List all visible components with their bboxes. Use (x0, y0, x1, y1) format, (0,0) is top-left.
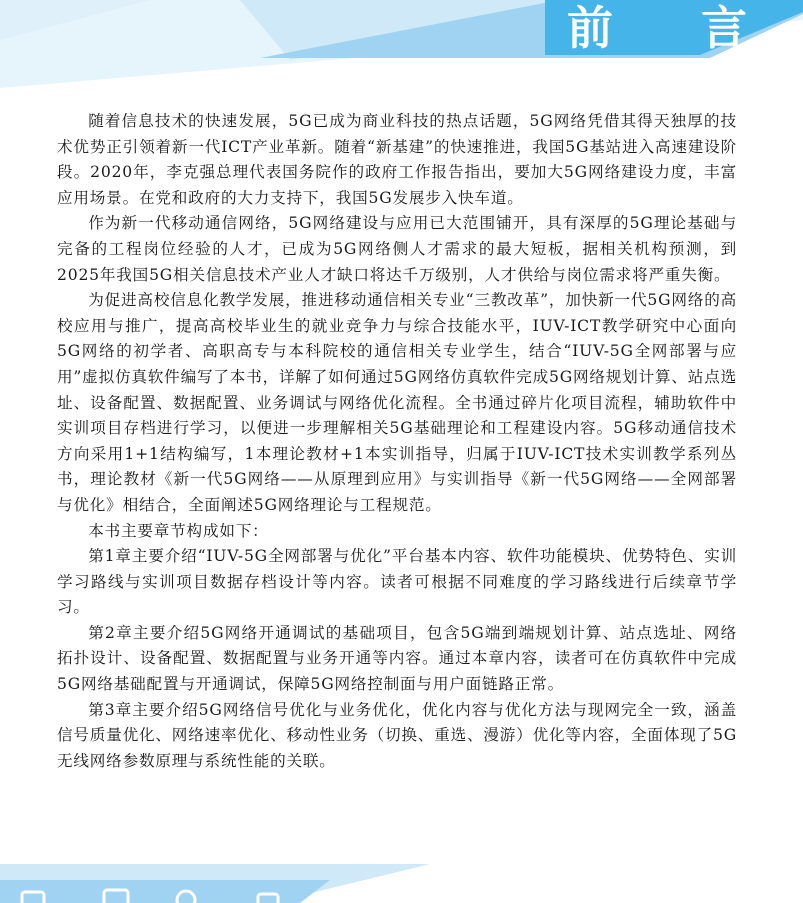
page-title: 前 言 (566, 1, 783, 55)
paragraph-chapter-1: 第1章主要介绍“IUV-5G全网部署与优化”平台基本内容、软件功能模块、优势特色、实训学习路线与实训项目数据存档设计等内容。读者可根据不同难度的学习路线进行后续章节学习。 (57, 547, 737, 617)
paragraph-intro: 随着信息技术的快速发展，5G已成为商业科技的热点话题，5G网络凭借其得天独厚的技术优势正引领着新一代ICT产业革新。随着“新基建”的快速推进，我国5G基站进入高速建设阶段。2020年，李克强总理代表国务院作的政府工作报告指出，要加大5G网络建设力度，丰富应用场景。在党和政府的大力支持下，我国5G发展步入快车道。 (57, 112, 737, 207)
paragraph-structure-intro: 本书主要章节构成如下： (88, 521, 269, 540)
paragraph-chapter-3: 第3章主要介绍5G网络信号优化与业务优化，优化内容与优化方法与现网完全一致，涵盖信号质量优化、网络速率优化、移动性业务（切换、重选、漫游）优化等内容，全面体现了5G无线网络参数原理与系统性能的关联。 (57, 700, 737, 770)
preface-body (57, 109, 737, 774)
paragraph-chapter-2: 第2章主要介绍5G网络开通调试的基础项目，包含5G端到端规划计算、站点选址、网络拓扑设计、设备配置、数据配置与业务开通等内容。通过本章内容，读者可在仿真软件中完成5G网络基础配置与开通调试，保障5G网络控制面与用户面链路正常。 (57, 623, 737, 694)
paragraph-talent-gap: 作为新一代移动通信网络，5G网络建设与应用已大范围铺开，具有深厚的5G理论基础与完备的工程岗位经验的人才，已成为5G网络侧人才需求的最大短板，据相关机构预测，到2025年我国5G相关信息技术产业人才缺口将达千万级别，人才供给与岗位需求将严重失衡。 (57, 214, 737, 284)
location-icon (334, 890, 354, 903)
paragraph-book-purpose: 为促进高校信息化教学发展，推进移动通信相关专业“三教改革”，加快新一代5G网络的高校应用与推广，提高高校毕业生的就业竞争力与综合技能水平，IUV-ICT教学研究中心面向5G网络的初学者、高职高专与本科院校的通信相关专业学生，结合“IUV-5G全网部署与应用”虚拟仿真软件编写了本书，详解了如何通过5G网络仿真软件完成5G网络规划计算、站点选址、设备配置、数据配置、业务调试与网络优化流程。全书通过碎片化项目流程，辅助软件中实训项目存档进行学习，以便进一步理解相关5G基础理论和工程建设内容。5G移动通信技术方向采用1+1结构编写，1本理论教材+1本实训指导，归属于IUV-ICT技术实训教学系列丛书，理论教材《新一代5G网络——从原理到应用》与实训指导《新一代5G网络——全网部署与优化》相结合，全面阐述5G网络理论与工程规范。 (57, 291, 737, 514)
footer-banner-decoration (0, 858, 803, 903)
